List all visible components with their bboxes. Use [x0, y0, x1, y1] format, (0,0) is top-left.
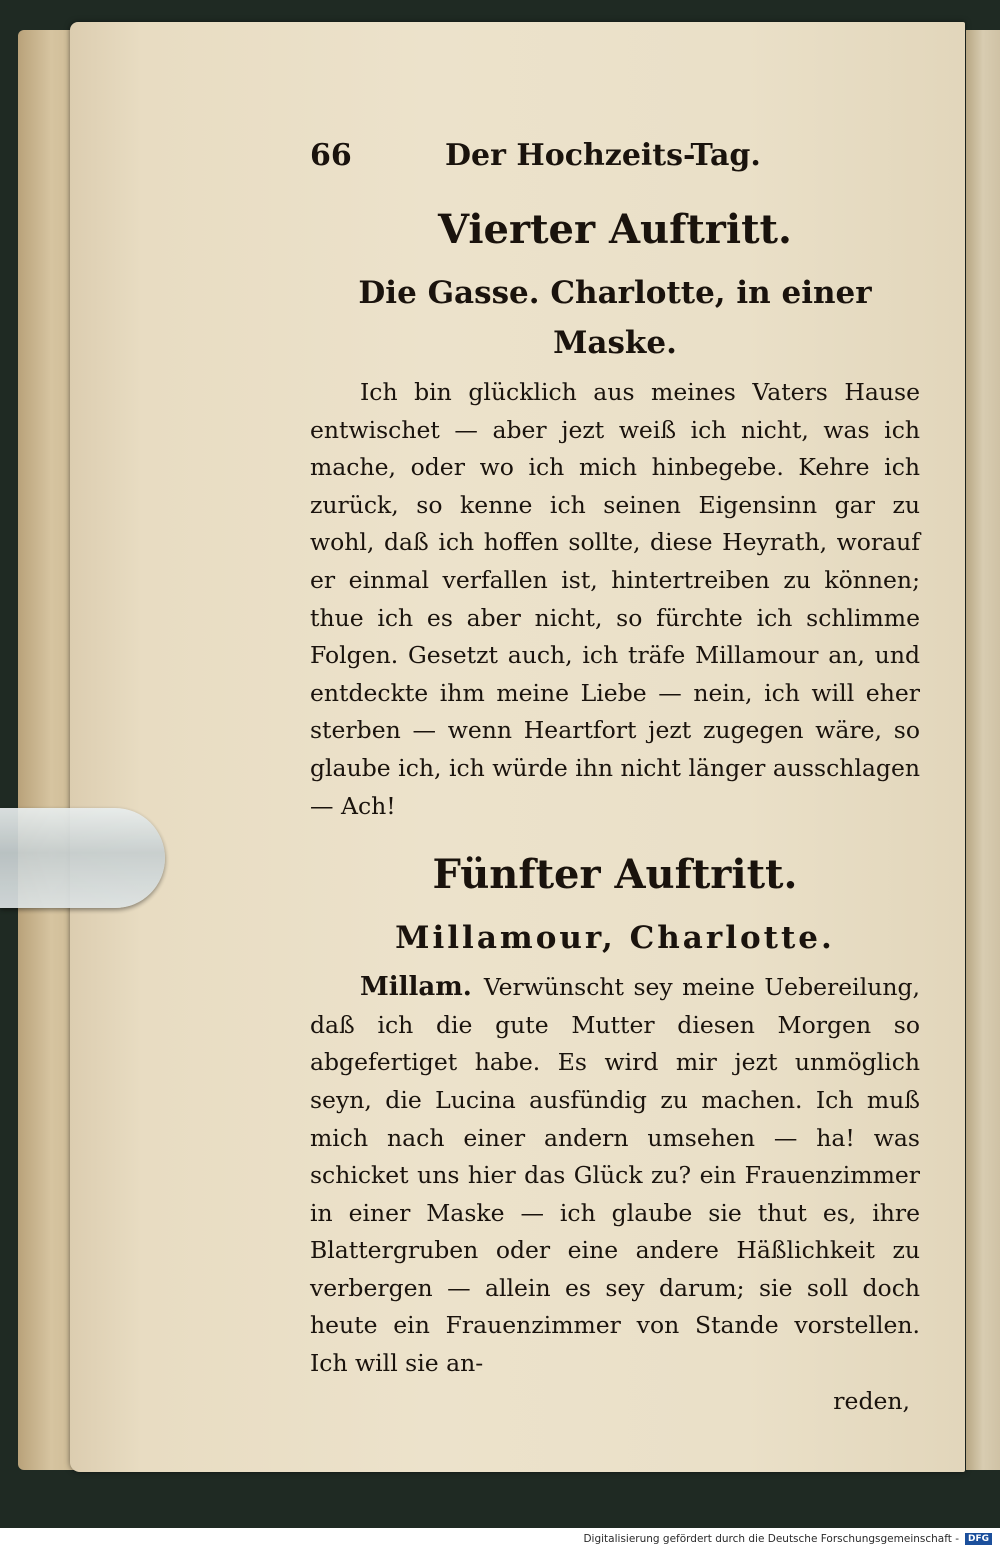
dialogue-text: Verwünscht sey meine Uebereilung, daß ich die gute Mutter diesen Morgen so abgefertiget habe. Es wird mir jezt unmöglich seyn, die Lucina ausfündig zu machen. Ich muß mich nach einer andern umsehen — ha! was schicket uns hier das Glück zu? ein Frauenzimmer in einer Maske — ich glaube sie thut es, ihre Blattergruben oder eine andere Häßlichkeit zu verbergen — allein es sey darum; sie soll doch heute ein Frauenzimmer von Stande vorstellen. Ich will sie an-: [310, 973, 920, 1378]
page-number: 66: [310, 138, 352, 173]
scene-characters: Millamour, Charlotte.: [395, 920, 835, 957]
page-text: [310, 138, 920, 1420]
running-head-title: Der Hochzeits-Tag.: [445, 138, 761, 173]
dialogue-block: [310, 969, 920, 1383]
speaker-name: Millam.: [360, 972, 472, 1003]
catchword: reden,: [833, 1386, 910, 1415]
scene-heading: Vierter Auftritt.: [438, 206, 792, 253]
facing-page-edge: [966, 30, 1000, 1470]
scene-setting: Die Gasse. Charlotte, in einer Maske.: [358, 275, 872, 361]
dfg-logo: DFG: [965, 1533, 992, 1545]
footer-bar: [0, 1528, 1000, 1550]
funding-credit: Digitalisierung gefördert durch die Deutsche Forschungsgemeinschaft -: [583, 1533, 959, 1545]
monologue-text: Ich bin glücklich aus meines Vaters Hause entwischet — aber jezt weiß ich nicht, was ich mache, oder wo ich mich hinbegebe. Kehre ich zurück, so kenne ich seinen Eigensinn gar zu wohl, daß ich hoffen sollte, diese Heyrath, worauf er einmal verfallen ist, hintertreiben zu können; thue ich es aber nicht, so fürchte ich schlimme Folgen. Gesetzt auch, ich träfe Millamour an, und entdeckte ihm meine Liebe — nein, ich will eher sterben — wenn Heartfort jezt zugegen wäre, so glaube ich, ich würde ihn nicht länger ausschlagen — Ach!: [310, 378, 920, 820]
scene-heading: Fünfter Auftritt.: [432, 851, 798, 899]
running-head: [310, 138, 920, 188]
page-holder-clip: [0, 808, 165, 908]
scene-text: [310, 374, 920, 825]
